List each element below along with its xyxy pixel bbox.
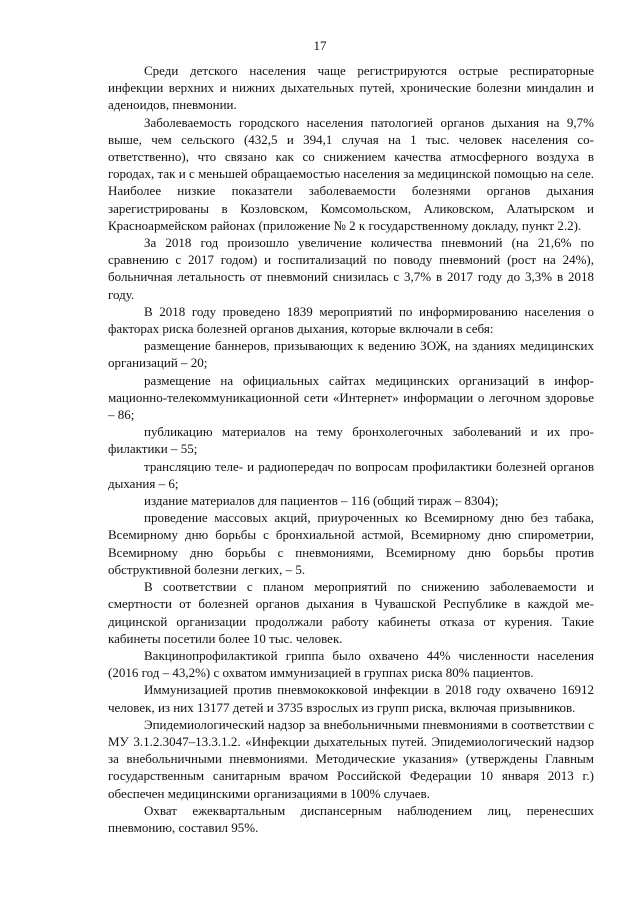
paragraph: Среди детского населения чаще регистрируются острые респираторные инфекции верхних и нижних дыхательных путей, хронические болезни миндалин и аденоидов, пневмонии.: [108, 63, 594, 113]
list-item: проведение массовых акций, приуроченных ко Всемирному дню без табака, Всемирному дню борьбы с бронхиальной астмой, Всемирному дню спирометрии, Всемирному дню борьбы с пневмониями, Всемирному дню борьбы против обструктивной болезни легких, – 5.: [108, 510, 594, 577]
paragraph: Эпидемиологический надзор за внебольничными пневмониями в соответствии с МУ 3.1.2.3047–13.3.1.2. «Инфекции дыхательных путей. Эпидемиологический надзор за внебольничными пневмониями. Методические указания» (утверждены Главным государственным санитарным врачом Российской Федерации 10 января 2013 г.) обеспечен медицинскими организациями в 100% случаев.: [108, 716, 594, 801]
list-item: размещение баннеров, призывающих к ведению ЗОЖ, на зданиях медицинских организаций – 20;: [108, 338, 594, 371]
paragraph: В 2018 году проведено 1839 мероприятий по информированию населения о факторах риска болезней органов дыхания, которые включали в себя:: [108, 303, 594, 337]
list-item: трансляцию теле- и радиопередач по вопросам профилактики болезней органов дыхания – 6;: [108, 458, 594, 491]
page-number: 17: [313, 38, 327, 53]
document-body: [108, 62, 594, 836]
paragraph: Иммунизацией против пневмококковой инфекции в 2018 году охвачено 16912 человек, из них 13177 детей и 3735 взрослых из групп риска, включая призывников.: [108, 682, 594, 715]
paragraph: В соответствии с планом мероприятий по снижению заболеваемости и смертности от болезней органов дыхания в Чувашской Республике в каждой медицинской организации продолжали работу кабинеты отказа от курения. Такие кабинеты посетили более 10 тыс. человек.: [108, 579, 594, 646]
list-item: публикацию материалов на тему бронхолегочных заболеваний и их профилактики – 55;: [108, 424, 594, 457]
paragraph: Заболеваемость городского населения патологией органов дыхания на 9,7% выше, чем сельского (432,5 и 394,1 случая на 1 тыс. человек населения соответственно), что связано как со снижением качества атмосферного воздуха в городах, так и с меньшей обращаемостью населения за медицинской помощью на селе. Наиболее низкие показатели заболеваемости болезнями органов дыхания зарегистрированы в Козловском, Комсомольском, Аликовском, Алатырском и Красноармейском районах (приложение № 2 к государственному докладу, пункт 2.2).: [108, 114, 594, 233]
paragraph: Вакцинопрофилактикой гриппа было охвачено 44% численности населения (2016 год – 43,2%) с охватом иммунизацией в группах риска 80% пациентов.: [108, 647, 594, 681]
list-item: издание материалов для пациентов – 116 (общий тираж – 8304);: [144, 493, 499, 509]
paragraph: За 2018 год произошло увеличение количества пневмоний (на 21,6% по сравнению с 2017 годом) и госпитализаций по поводу пневмоний (рост на 24%), больничная летальность от пневмоний снизилась с 3,7% в 2017 году до 3,3% в 2018 году.: [108, 235, 594, 302]
list-item: размещение на официальных сайтах медицинских организаций в информационно-телекоммуникационной сети «Интернет» информации о легочном здоровье – 86;: [108, 372, 594, 423]
paragraph: Охват ежеквартальным диспансерным наблюдением лиц, перенесших пневмонию, составил 95%.: [108, 802, 594, 835]
